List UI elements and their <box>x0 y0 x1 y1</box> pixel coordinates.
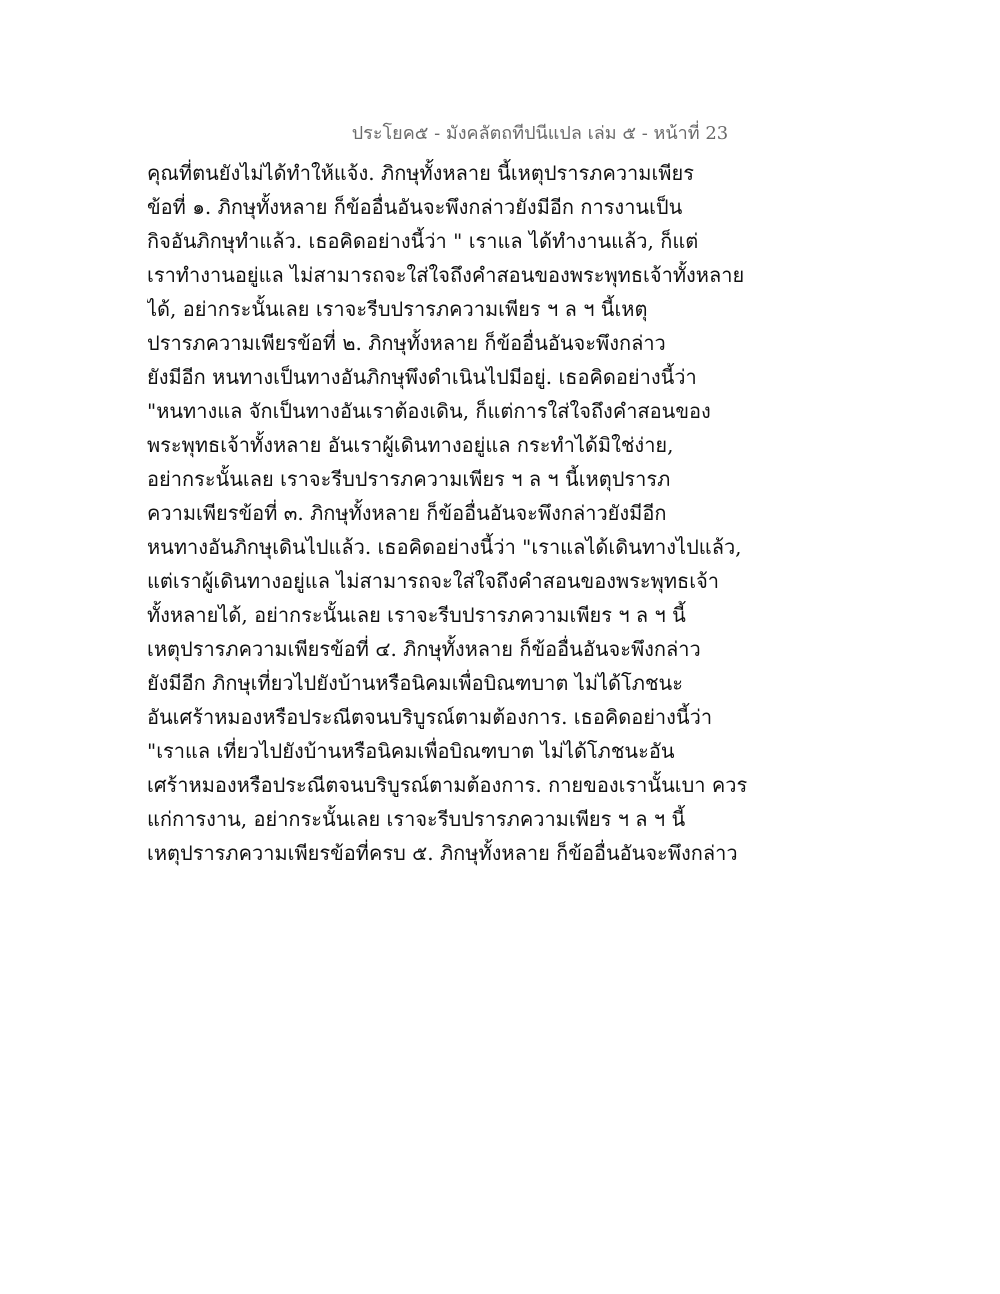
text-line: แก่การงาน, อย่ากระนั้นเลย เราจะรีบปรารภความเพียร ฯ ล ฯ นี้ <box>147 807 686 831</box>
text-line: ข้อที่ ๑. ภิกษุทั้งหลาย ก็ข้ออื่นอันจะพึงกล่าวยังมีอีก การงานเป็น <box>147 195 683 219</box>
text-line: เศร้าหมองหรือประณีตจนบริบูรณ์ตามต้องการ. กายของเรานั้นเบา ควร <box>147 773 748 797</box>
text-line: กิจอันภิกษุทำแล้ว. เธอคิดอย่างนี้ว่า " เราแล ได้ทำงานแล้ว, ก็แต่ <box>147 229 699 253</box>
text-line: คุณที่ตนยังไม่ได้ทำให้แจ้ง. ภิกษุทั้งหลาย นี้เหตุปรารภความเพียร <box>147 161 694 185</box>
text-line: เหตุปรารภความเพียรข้อที่ ๔. ภิกษุทั้งหลาย ก็ข้ออื่นอันจะพึงกล่าว <box>147 637 701 661</box>
text-line: อันเศร้าหมองหรือประณีตจนบริบูรณ์ตามต้องการ. เธอคิดอย่างนี้ว่า <box>147 705 713 729</box>
text-line: ความเพียรข้อที่ ๓. ภิกษุทั้งหลาย ก็ข้ออื่นอันจะพึงกล่าวยังมีอีก <box>147 501 667 525</box>
text-line: ทั้งหลายได้, อย่ากระนั้นเลย เราจะรีบปรารภความเพียร ฯ ล ฯ นี้ <box>147 603 686 627</box>
text-line: "เราแล เที่ยวไปยังบ้านหรือนิคมเพื่อบิณฑบาต ไม่ได้โภชนะอัน <box>147 739 675 763</box>
page-header: ประโยค๕ - มังคลัตถทีปนีแปล เล่ม ๕ - หน้าที่ 23 <box>351 123 729 144</box>
text-line: ยังมีอีก ภิกษุเที่ยวไปยังบ้านหรือนิคมเพื่อบิณฑบาต ไม่ได้โภชนะ <box>147 671 683 695</box>
text-line: ยังมีอีก หนทางเป็นทางอันภิกษุพึงดำเนินไปมีอยู่. เธอคิดอย่างนี้ว่า <box>147 365 697 389</box>
text-line: เราทำงานอยู่แล ไม่สามารถจะใส่ใจถึงคำสอนของพระพุทธเจ้าทั้งหลาย <box>147 263 745 287</box>
text-line: หนทางอันภิกษุเดินไปแล้ว. เธอคิดอย่างนี้ว่า "เราแลได้เดินทางไปแล้ว, <box>147 535 742 559</box>
body-text <box>147 156 787 870</box>
text-line: อย่ากระนั้นเลย เราจะรีบปรารภความเพียร ฯ ล ฯ นี้เหตุปรารภ <box>147 467 671 491</box>
text-line: แต่เราผู้เดินทางอยู่แล ไม่สามารถจะใส่ใจถึงคำสอนของพระพุทธเจ้า <box>147 569 720 593</box>
text-line: ได้, อย่ากระนั้นเลย เราจะรีบปรารภความเพียร ฯ ล ฯ นี้เหตุ <box>147 297 648 321</box>
text-line: "หนทางแล จักเป็นทางอันเราต้องเดิน, ก็แต่การใส่ใจถึงคำสอนของ <box>147 399 711 423</box>
text-line: พระพุทธเจ้าทั้งหลาย อันเราผู้เดินทางอยู่แล กระทำได้มิใช่ง่าย, <box>147 433 674 457</box>
text-line: ปรารภความเพียรข้อที่ ๒. ภิกษุทั้งหลาย ก็ข้ออื่นอันจะพึงกล่าว <box>147 331 666 355</box>
text-line: เหตุปรารภความเพียรข้อที่ครบ ๕. ภิกษุทั้งหลาย ก็ข้ออื่นอันจะพึงกล่าว <box>147 841 738 865</box>
